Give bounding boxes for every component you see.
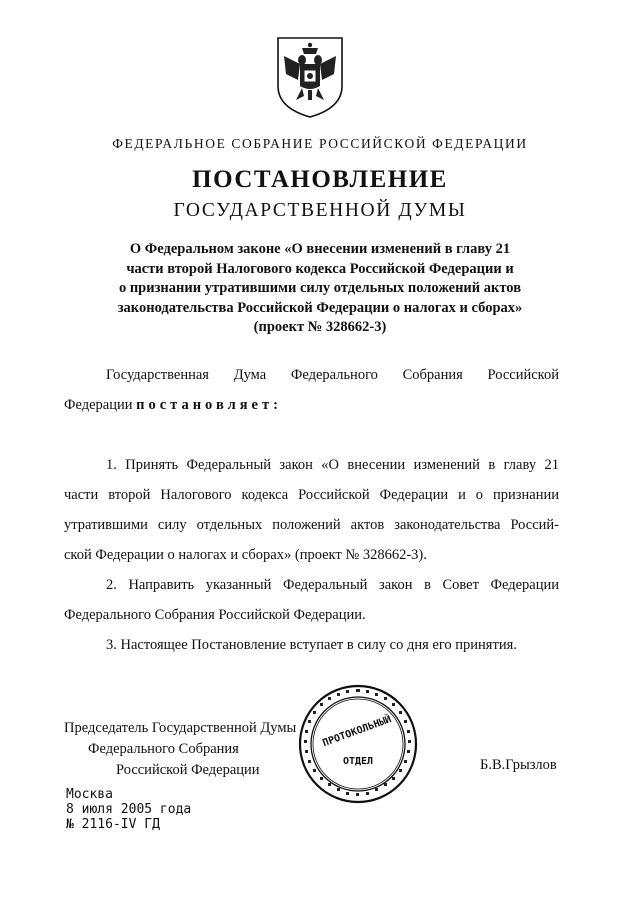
item-2 [64,570,559,630]
item-3-line: 3. Настоящее Постановление вступает в силу со дня его принятия. [106,637,517,653]
signatory-title-line: Федерального Собрания [88,741,239,757]
signatory-title-line: Председатель Государственной Думы [64,720,297,736]
item-3 [64,630,559,660]
signatory-name: Б.В.Грызлов [480,757,557,773]
item-1-line: 1. Принять Федеральный закон «О внесении изменений в главу 21 [106,457,559,473]
issuer-title: ГОСУДАРСТВЕННОЙ ДУМЫ [173,200,467,221]
heading-line: законодательства Российской Федерации о налогах и сборах» [117,299,523,316]
preamble-prefix: Федерации [64,397,133,413]
footer-number: № 2116-IV ГД [66,817,160,832]
item-1-line: утратившими силу отдельных положений актов законодательства Россий- [64,517,559,533]
heading-line: части второй Налогового кодекса Российской Федерации и [126,260,514,277]
document-type-title: ПОСТАНОВЛЕНИЕ [192,166,448,193]
stamp-text-top: ПРОТОКОЛЬНЫЙ [321,714,393,750]
decree-word: постановляет: [136,397,282,413]
footer-date: 8 июля 2005 года [66,802,192,817]
preamble [64,360,559,420]
resolution-heading [60,240,580,338]
project-number: (проект № 328662-3) [253,319,387,335]
item-2-line: 2. Направить указанный Федеральный закон в Совет Федерации [106,577,559,593]
item-1-line: ской Федерации о налогах и сборах» (проект № 328662-3). [64,547,427,563]
signatory-title-line: Российской Федерации [116,762,260,778]
preamble-line: Государственная Дума Федерального Собрания Российской [106,367,559,383]
organization-name: ФЕДЕРАЛЬНОЕ СОБРАНИЕ РОССИЙСКОЙ ФЕДЕРАЦИИ [112,136,528,151]
item-2-line: Федерального Собрания Российской Федерации. [64,607,366,623]
heading-line: О Федеральном законе «О внесении изменений в главу 21 [129,241,511,257]
signatory-title [64,718,296,781]
item-1-line: части второй Налогового кодекса Российской Федерации и о признании [64,487,559,503]
item-1 [64,450,559,570]
stamp-text-bottom: ОТДЕЛ [342,756,374,767]
footer-city: Москва [66,787,113,802]
coat-of-arms-icon [274,34,346,120]
document-footer [66,787,191,832]
stamp-seal [296,682,420,806]
preamble-line [64,390,559,420]
heading-line: о признании утратившими силу отдельных положений актов [118,280,522,296]
